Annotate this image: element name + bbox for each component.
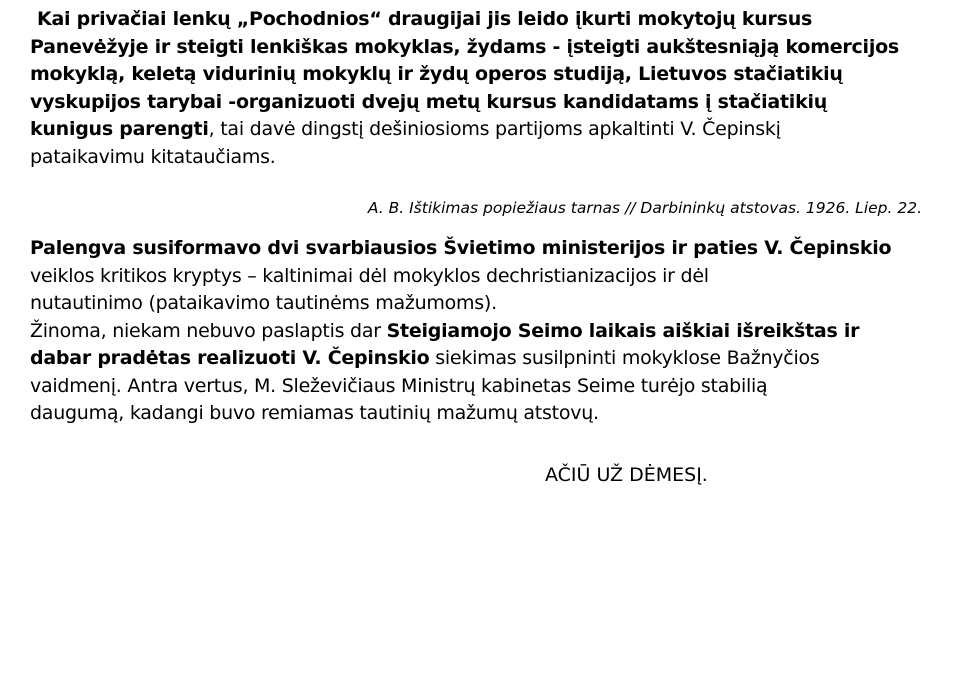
body-line-6: vaidmenį. Antra vertus, M. Sleževičiaus Ministrų kabinetas Seime turėjo stabilią bbox=[30, 374, 768, 397]
body-line-2: veiklos kritikos kryptys – kaltinimai dėl mokyklos dechristianizacijos ir dėl bbox=[30, 264, 709, 287]
quote-line-5: kunigus parengti, tai davė dingstį dešiniosioms partijoms apkaltinti V. Čepinskį bbox=[30, 118, 781, 140]
body-paragraph bbox=[30, 235, 940, 428]
quote-line-2: Panevėžyje ir steigti lenkiškas mokyklas, žydams - įsteigti aukštesniąją komercijos bbox=[30, 35, 899, 58]
thanks-text: AČIŪ UŽ DĖMESĮ. bbox=[545, 464, 708, 486]
body-line-4: Žinoma, niekam nebuvo paslaptis dar Steigiamojo Seimo laikais aiškiai išreikštas ir bbox=[30, 319, 860, 342]
quote-paragraph bbox=[30, 6, 940, 171]
body-line-5: dabar pradėtas realizuoti V. Čepinskio siekimas susilpninti mokyklose Bažnyčios bbox=[30, 347, 820, 369]
citation: A. B. Ištikimas popiežiaus tarnas // Darbininkų atstovas. 1926. Liep. 22. bbox=[367, 199, 922, 217]
quote-line-3: mokyklą, keletą vidurinių mokyklų ir žydų operos studiją, Lietuvos stačiatikių bbox=[30, 63, 843, 85]
body-line-1: Palengva susiformavo dvi svarbiausios Švietimo ministerijos ir paties V. Čepinskio bbox=[30, 237, 892, 259]
body-line-7: daugumą, kadangi buvo remiamas tautinių mažumų atstovų. bbox=[30, 402, 599, 424]
quote-line-6: pataikavimu kitataučiams. bbox=[30, 145, 276, 168]
body-line-3: nutautinimo (pataikavimo tautinėms mažumoms). bbox=[30, 292, 497, 314]
quote-line-1: Kai privačiai lenkų „Pochodnios“ draugijai jis leido įkurti mokytojų kursus bbox=[37, 8, 813, 30]
quote-line-4: vyskupijos tarybai -organizuoti dvejų metų kursus kandidatams į stačiatikių bbox=[30, 90, 827, 113]
